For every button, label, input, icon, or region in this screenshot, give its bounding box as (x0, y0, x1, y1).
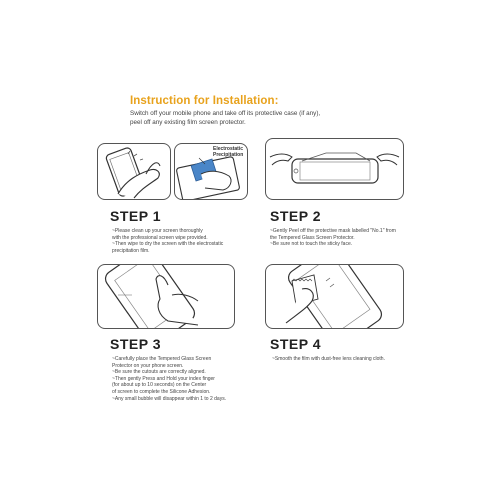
electrostatic-label-line: Precipitation (213, 152, 244, 158)
step1-title: STEP 1 (110, 208, 161, 224)
step4-title: STEP 4 (270, 336, 321, 352)
step3-line: (for about up to 10 seconds) on the Center (112, 382, 207, 389)
step3-line: ~Any small bubble will disappear within 1 to 2 days. (112, 395, 227, 402)
step2-text (270, 228, 396, 248)
step2-peel-illustration (265, 138, 404, 200)
step1-line: ~Then wipe to dry the screen with the electrostatic (112, 241, 224, 248)
step3-line: ~Then gently Press and Hold your index finger (112, 375, 215, 382)
step2-line: ~Gently Peel off the protective mask labelled "No.1" from (270, 228, 396, 234)
step2-line: the Tempered Glass Screen Protector. (270, 234, 355, 241)
step1-line: ~Please clean up your screen thoroughly (112, 228, 203, 234)
step1-wipe-illustration (97, 143, 171, 200)
step3-line: ~Be sure the cutouts are correctly aligned. (112, 369, 206, 376)
step1-text (112, 228, 223, 254)
step3-title: STEP 3 (110, 336, 161, 352)
electrostatic-label (213, 146, 243, 158)
step4-text (272, 356, 385, 363)
intro-line: Switch off your mobile phone and take off its protective case (if any), (130, 110, 321, 117)
step3-line: ~Carefully place the Tempered Glass Screen (112, 356, 212, 362)
step2-title: STEP 2 (270, 208, 321, 224)
step1-line: precipitation film. (112, 247, 150, 254)
step2-line: ~Be sure not to touch the sticky face. (270, 241, 353, 248)
instruction-title: Instruction for Installation: (130, 95, 279, 107)
step4-line: ~Smooth the film with dust-free lens cleaning cloth. (272, 356, 385, 362)
step3-text (112, 356, 226, 402)
step3-line: Protector on your phone screen. (112, 362, 184, 369)
instruction-intro (130, 110, 370, 127)
step1-line: with the professional screen wipe provided. (112, 234, 208, 241)
step4-smooth-illustration (265, 264, 404, 329)
electrostatic-label-line: Electrostatic (213, 146, 244, 152)
step3-press-illustration (97, 264, 235, 329)
intro-line: peel off any existing film screen protector. (130, 118, 246, 126)
step3-line: of screen to complete the Silicone Adhesion. (112, 388, 211, 395)
